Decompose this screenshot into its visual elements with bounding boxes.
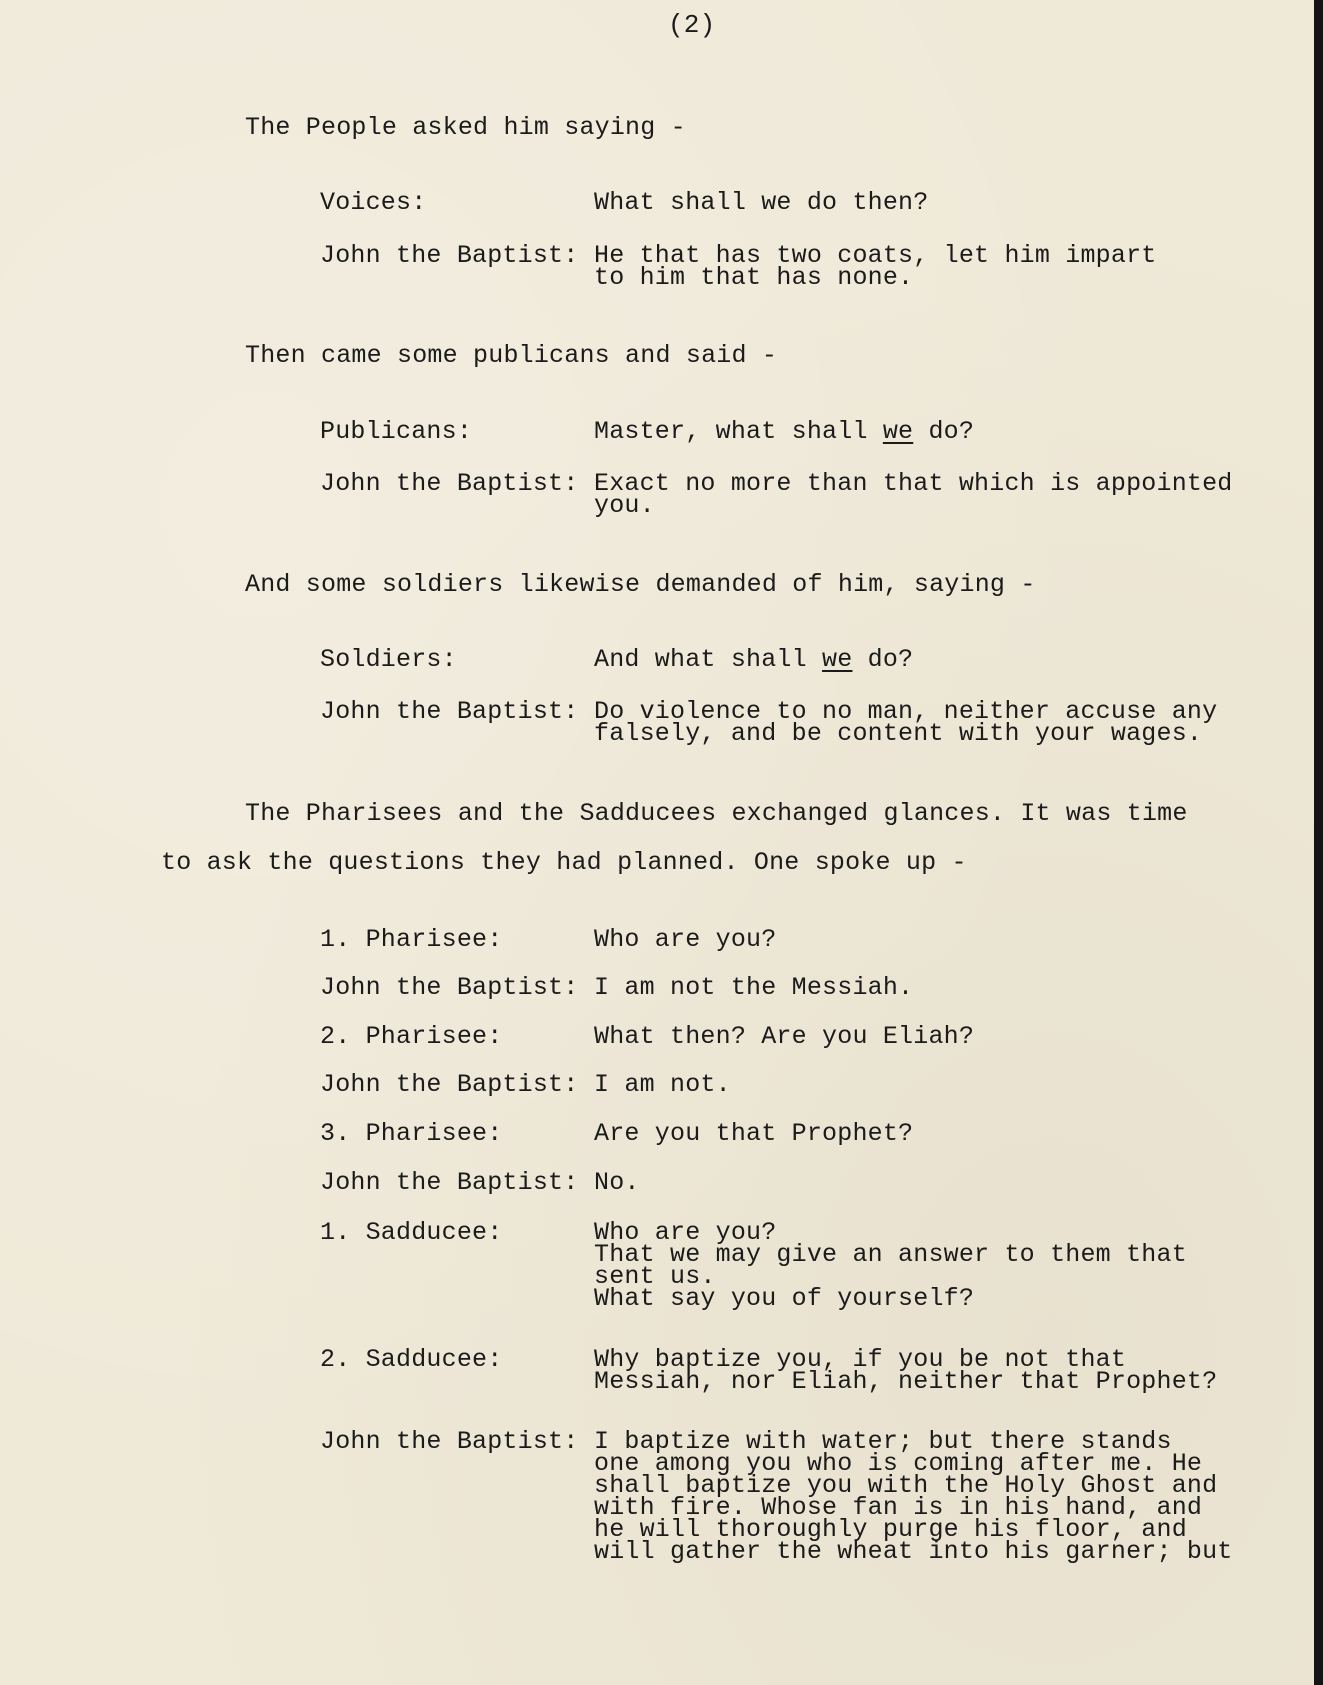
speech-line: Master, what shall we do? [594,417,975,446]
speaker-label: Publicans: [320,417,473,446]
speech-line: shall baptize you with the Holy Ghost and [594,1471,1218,1500]
speaker-label: John the Baptist: [320,1070,579,1099]
speech-line: Why baptize you, if you be not that [594,1345,1127,1374]
speaker-label: John the Baptist: [320,697,579,726]
narration-line: And some soldiers likewise demanded of him, saying - [245,570,1036,599]
speech-line: He that has two coats, let him impart [594,241,1157,270]
speaker-label: John the Baptist: [320,973,579,1002]
speaker-label: 2. Sadducee: [320,1345,503,1374]
speech-line: Do violence to no man, neither accuse any [594,697,1218,726]
speech-line: I baptize with water; but there stands [594,1427,1172,1456]
narration-line: Then came some publicans and said - [245,341,778,370]
speaker-label: 1. Pharisee: [320,925,503,954]
speech-line: sent us. [594,1262,716,1291]
speech-line: falsely, and be content with your wages. [594,719,1203,748]
speech-line: one among you who is coming after me. He [594,1449,1203,1478]
speech-line: That we may give an answer to them that [594,1240,1187,1269]
page-number: (2) [668,10,716,40]
speech-line: Are you that Prophet? [594,1119,914,1148]
speech-line: Who are you? [594,1218,777,1247]
speaker-label: John the Baptist: [320,1168,579,1197]
speech-line: you. [594,491,655,520]
speech-line: I am not the Messiah. [594,973,914,1002]
speech-line: What then? Are you Eliah? [594,1022,975,1051]
speech-line: I am not. [594,1070,731,1099]
emphasis-underline: we [822,645,853,674]
speech-line: to him that has none. [594,263,914,292]
speech-line: No. [594,1168,640,1197]
speaker-label: John the Baptist: [320,241,579,270]
narration-line: The People asked him saying - [245,113,686,142]
speech-line: And what shall we do? [594,645,914,674]
narration-line: The Pharisees and the Sadducees exchanged glances. It was time [245,799,1188,828]
scan-edge-shadow [1314,0,1323,1685]
speaker-label: John the Baptist: [320,1427,579,1456]
speaker-label: 1. Sadducee: [320,1218,503,1247]
speaker-label: Voices: [320,188,427,217]
narration-line: to ask the questions they had planned. One spoke up - [161,848,967,877]
speech-line: Exact no more than that which is appointed [594,469,1233,498]
speaker-label: 3. Pharisee: [320,1119,503,1148]
speech-line: Who are you? [594,925,777,954]
speech-line: he will thoroughly purge his floor, and [594,1515,1187,1544]
speech-line: What say you of yourself? [594,1284,975,1313]
speech-line: will gather the wheat into his garner; but [594,1537,1233,1566]
emphasis-underline: we [882,417,914,446]
speech-line: What shall we do then? [594,188,929,217]
speech-line: with fire. Whose fan is in his hand, and [594,1493,1203,1522]
speaker-label: John the Baptist: [320,469,579,498]
speech-line: Messiah, nor Eliah, neither that Prophet? [594,1367,1218,1396]
speaker-label: Soldiers: [320,645,457,674]
speaker-label: 2. Pharisee: [320,1022,503,1051]
